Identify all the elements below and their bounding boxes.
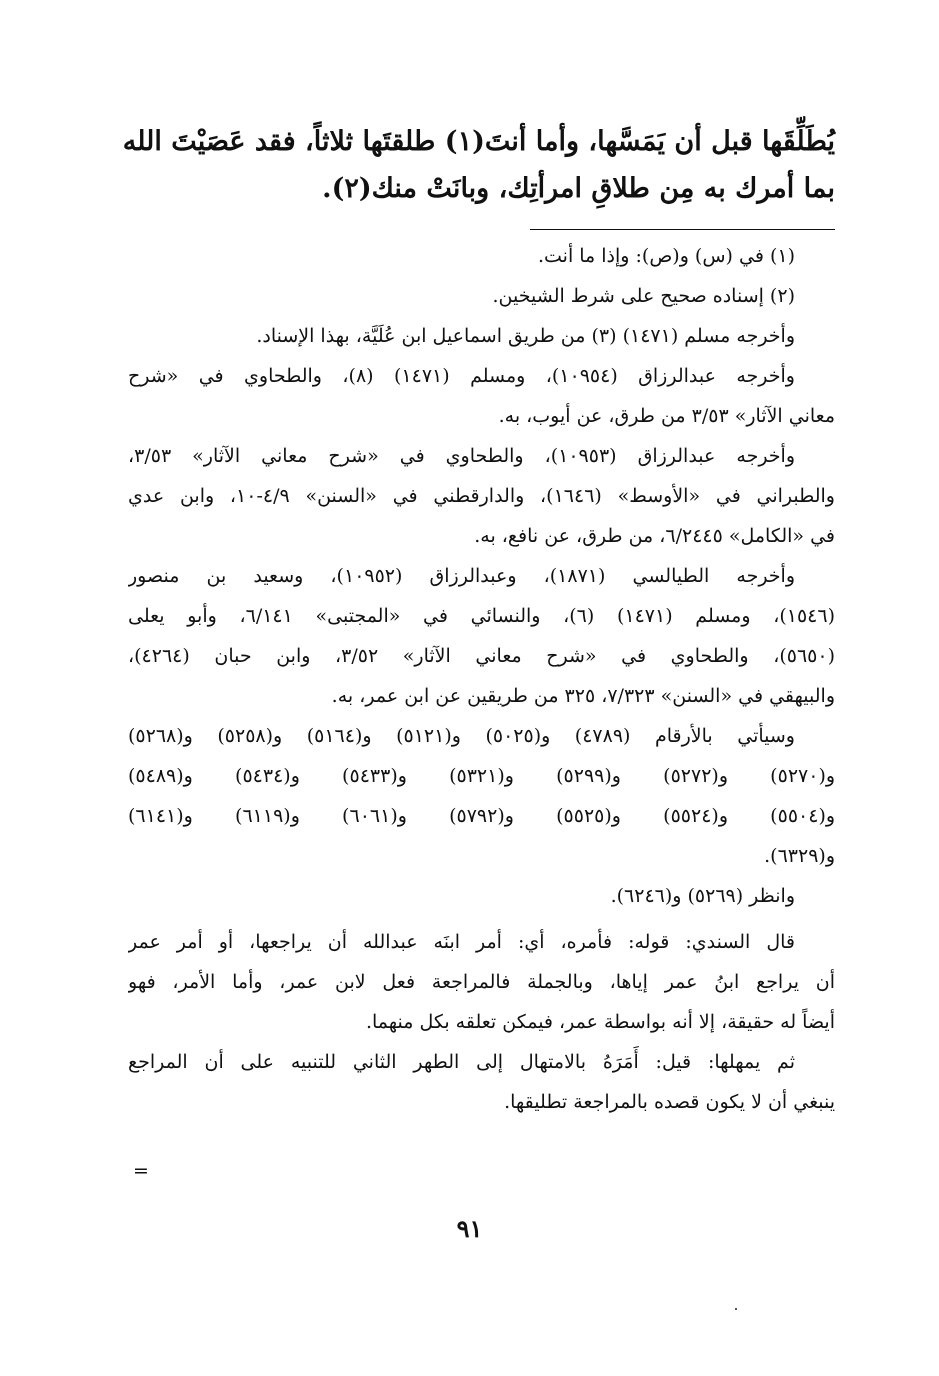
hadith-line-2: بما أمرك به مِن طلاقِ امرأتِك، وبانَتْ منك(٢).	[322, 173, 835, 204]
footnote-line: و(٦٣٢٩).	[764, 845, 835, 867]
footnote-line: و(٥٢٧٠) و(٥٢٧٢) و(٥٢٩٩) و(٥٣٢١) و(٥٤٣٣) و(٥٤٣٤) و(٥٤٨٩)	[128, 765, 835, 787]
footnote-line: و(٥٥٠٤) و(٥٥٢٤) و(٥٥٢٥) و(٥٧٩٢) و(٦٠٦١) و(٦١١٩) و(٦١٤١)	[128, 805, 835, 827]
footnote-line: وسيأتي بالأرقام (٤٧٨٩) و(٥٠٢٥) و(٥١٢١) و(٥١٦٤) و(٥٢٥٨) و(٥٢٦٨)	[128, 725, 795, 747]
continuation-mark: =	[133, 1160, 149, 1182]
footnote-line: (١٥٤٦)، ومسلم (١٤٧١) (٦)، والنسائي في «المجتبى» ٦/١٤١، وأبو يعلى	[128, 605, 835, 627]
footnote-line: وأخرجه مسلم (١٤٧١) (٣) من طريق اسماعيل ابن عُلَيَّة، بهذا الإسناد.	[256, 325, 795, 347]
footnote-line: ثم يمهلها: قيل: أَمَرَهُ بالامتهال إلى الطهر الثاني للتنبيه على أن المراجع	[128, 1051, 795, 1073]
hadith-text	[122, 118, 835, 212]
footnote-line: (٥٦٥٠)، والطحاوي في «شرح معاني الآثار» ٣/٥٢، وابن حبان (٤٢٦٤)،	[128, 645, 835, 667]
footnote-2: (٢) إسناده صحيح على شرط الشيخين.	[492, 285, 795, 307]
footnote-line: أيضاً له حقيقة، إلا أنه بواسطة عمر، فيمكن تعلقه بكل منهما.	[365, 1011, 835, 1033]
footnote-line: في «الكامل» ٦/٢٤٤٥، من طرق، عن نافع، به.	[474, 525, 835, 547]
footnote-line: ينبغي أن لا يكون قصده بالمراجعة تطليقها.	[504, 1091, 835, 1113]
hadith-line-1: يُطَلِّقَها قبل أن يَمَسَّها، وأما أنتَ(١) طلقتَها ثلاثاً، فقد عَصَيْتَ الله	[122, 126, 835, 157]
scan-speck	[735, 1308, 737, 1310]
footnote-line: أن يراجع ابنُ عمر إياها، وبالجملة فالمراجعة فعل لابن عمر، وأما الأمر، فهو	[128, 971, 835, 993]
footnote-line: والطبراني في «الأوسط» (١٦٤٦)، والدارقطني في «السنن» ٤/٩-١٠، وابن عدي	[128, 485, 835, 507]
footnote-line: وأخرجه عبدالرزاق (١٠٩٥٣)، والطحاوي في «شرح معاني الآثار» ٣/٥٣،	[128, 445, 795, 467]
page-number: ٩١	[456, 1214, 483, 1243]
footnote-1: (١) في (س) و(ص): وإذا ما أنت.	[537, 245, 795, 267]
footnotes	[128, 236, 835, 1122]
footnote-separator	[530, 229, 835, 230]
footnote-line: قال السندي: قوله: فأمره، أي: أمر ابنَه عبدالله أن يراجعها، أو أمر عمر	[128, 931, 795, 953]
footnote-line: معاني الآثار» ٣/٥٣ من طرق، عن أيوب، به.	[498, 405, 835, 427]
footnote-line: وانظر (٥٢٦٩) و(٦٢٤٦).	[610, 885, 795, 907]
footnote-line: والبيهقي في «السنن» ٧/٣٢٣، ٣٢٥ من طريقين عن ابن عمر، به.	[331, 685, 835, 707]
footnote-line: وأخرجه الطيالسي (١٨٧١)، وعبدالرزاق (١٠٩٥٢)، وسعيد بن منصور	[128, 565, 796, 587]
footnote-line: وأخرجه عبدالرزاق (١٠٩٥٤)، ومسلم (١٤٧١) (٨)، والطحاوي في «شرح	[128, 365, 795, 387]
